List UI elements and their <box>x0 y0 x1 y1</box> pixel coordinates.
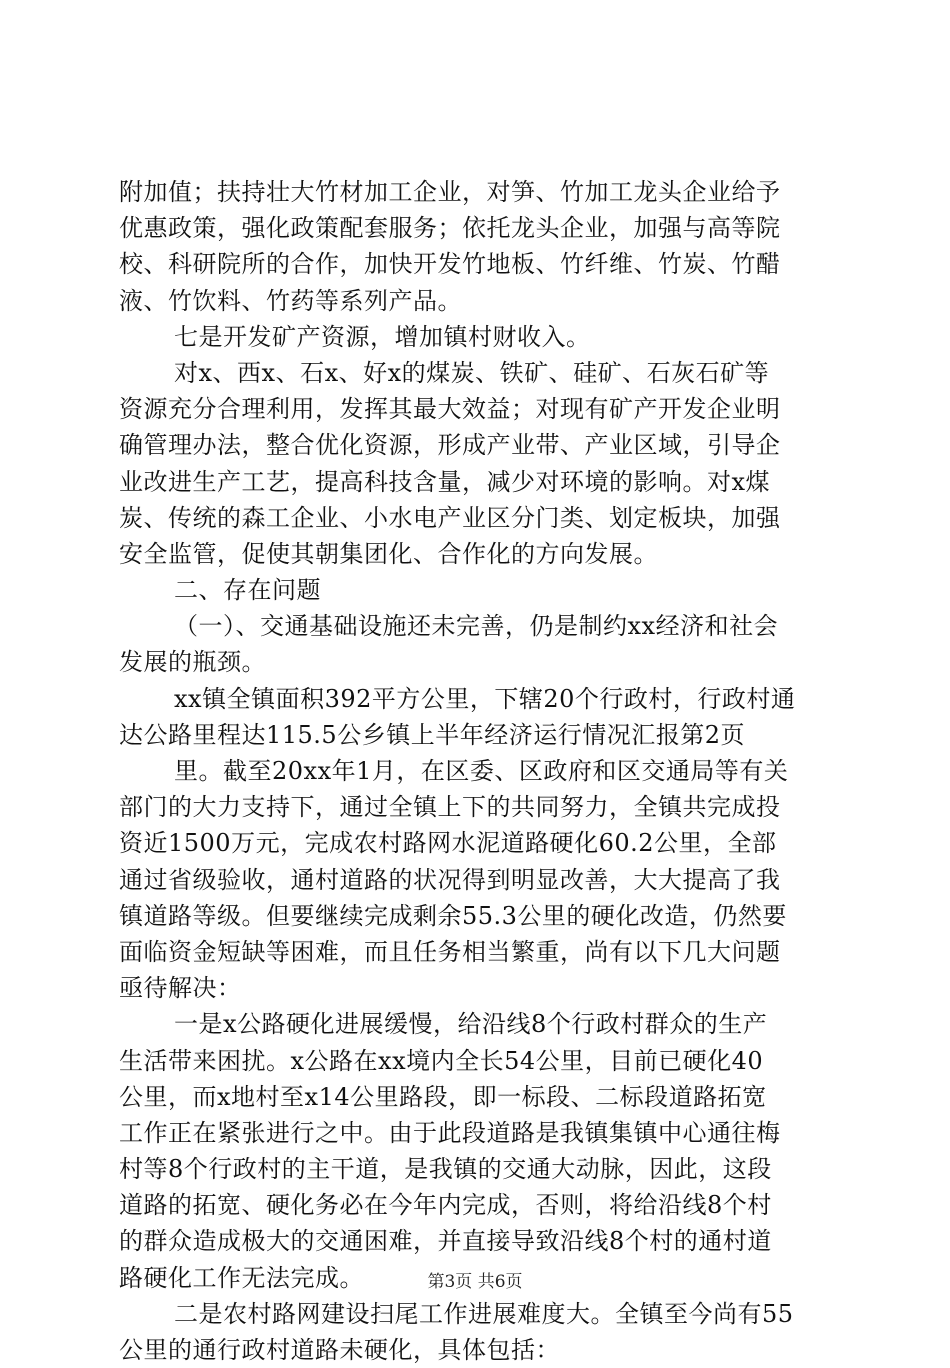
text-line: 镇道路等级。但要继续完成剩余55.3公里的硬化改造，仍然要 <box>119 901 787 930</box>
text-line: 的群众造成极大的交通困难，并直接导致沿线8个村的通村道 <box>119 1227 772 1256</box>
text-line: （一）、交通基础设施还未完善，仍是制约xx经济和社会 <box>174 612 779 641</box>
text-line: 校、科研院所的合作，加快开发竹地板、竹纤维、竹炭、竹醋 <box>119 250 781 279</box>
text-line: 一是x公路硬化进展缓慢，给沿线8个行政村群众的生产 <box>174 1010 768 1039</box>
text-line: 公里，而x地村至x14公里路段，即一标段、二标段道路拓宽 <box>119 1082 767 1111</box>
text-line: 道路的拓宽、硬化务必在今年内完成，否则，将给沿线8个村 <box>119 1191 772 1220</box>
text-line: 附加值；扶持壮大竹材加工企业，对笋、竹加工龙头企业给予 <box>119 178 781 206</box>
document-body <box>119 174 831 1368</box>
text-line: 工作正在紧张进行之中。由于此段道路是我镇集镇中心通往梅 <box>119 1118 781 1147</box>
text-line: 炭、传统的森工企业、小水电产业区分门类、划定板块，加强 <box>119 503 781 532</box>
text-line: 通过省级验收，通村道路的状况得到明显改善，大大提高了我 <box>119 865 781 894</box>
text-line: xx镇全镇面积392平方公里，下辖20个行政村，行政村通 <box>174 684 796 713</box>
text-line: 二是农村路网建设扫尾工作进展难度大。全镇至今尚有55 <box>174 1299 794 1328</box>
text-line: 七是开发矿产资源，增加镇村财收入。 <box>174 322 591 351</box>
page-footer: 第3页 共6页 <box>427 1272 523 1292</box>
text-line: 发展的瓶颈。 <box>119 648 266 677</box>
text-line: 资源充分合理利用，发挥其最大效益；对现有矿产开发企业明 <box>119 395 781 424</box>
text-line: 确管理办法，整合优化资源，形成产业带、产业区域，引导企 <box>119 431 781 460</box>
text-line: 公里的通行政村道路未硬化，具体包括： <box>119 1336 560 1364</box>
text-line: 里。截至20xx年1月，在区委、区政府和区交通局等有关 <box>174 757 789 785</box>
text-line: 生活带来困扰。x公路在xx境内全长54公里，目前已硬化40 <box>119 1046 764 1075</box>
text-line: 优惠政策，强化政策配套服务；依托龙头企业，加强与高等院 <box>119 214 781 243</box>
text-line: 亟待解决： <box>119 974 242 1003</box>
text-line: 对x、西x、石x、好x的煤炭、铁矿、硅矿、石灰石矿等 <box>174 358 770 387</box>
text-line: 部门的大力支持下，通过全镇上下的共同努力，全镇共完成投 <box>119 793 781 822</box>
text-line: 业改进生产工艺，提高科技含量，减少对环境的影响。对x煤 <box>119 467 771 496</box>
text-line: 安全监管，促使其朝集团化、合作化的方向发展。 <box>119 539 658 568</box>
text-line: 面临资金短缺等困难，而且任务相当繁重，尚有以下几大问题 <box>119 937 781 966</box>
text-line: 二、存在问题 <box>174 576 321 605</box>
text-line: 达公路里程达115.5公乡镇上半年经济运行情况汇报第2页 <box>119 720 745 749</box>
text-line: 资近1500万元，完成农村路网水泥道路硬化60.2公里，全部 <box>119 829 777 858</box>
text-line: 路硬化工作无法完成。 <box>119 1263 364 1292</box>
text-line: 液、竹饮料、竹药等系列产品。 <box>119 286 462 315</box>
text-line: 村等8个行政村的主干道，是我镇的交通大动脉，因此，这段 <box>119 1155 772 1184</box>
